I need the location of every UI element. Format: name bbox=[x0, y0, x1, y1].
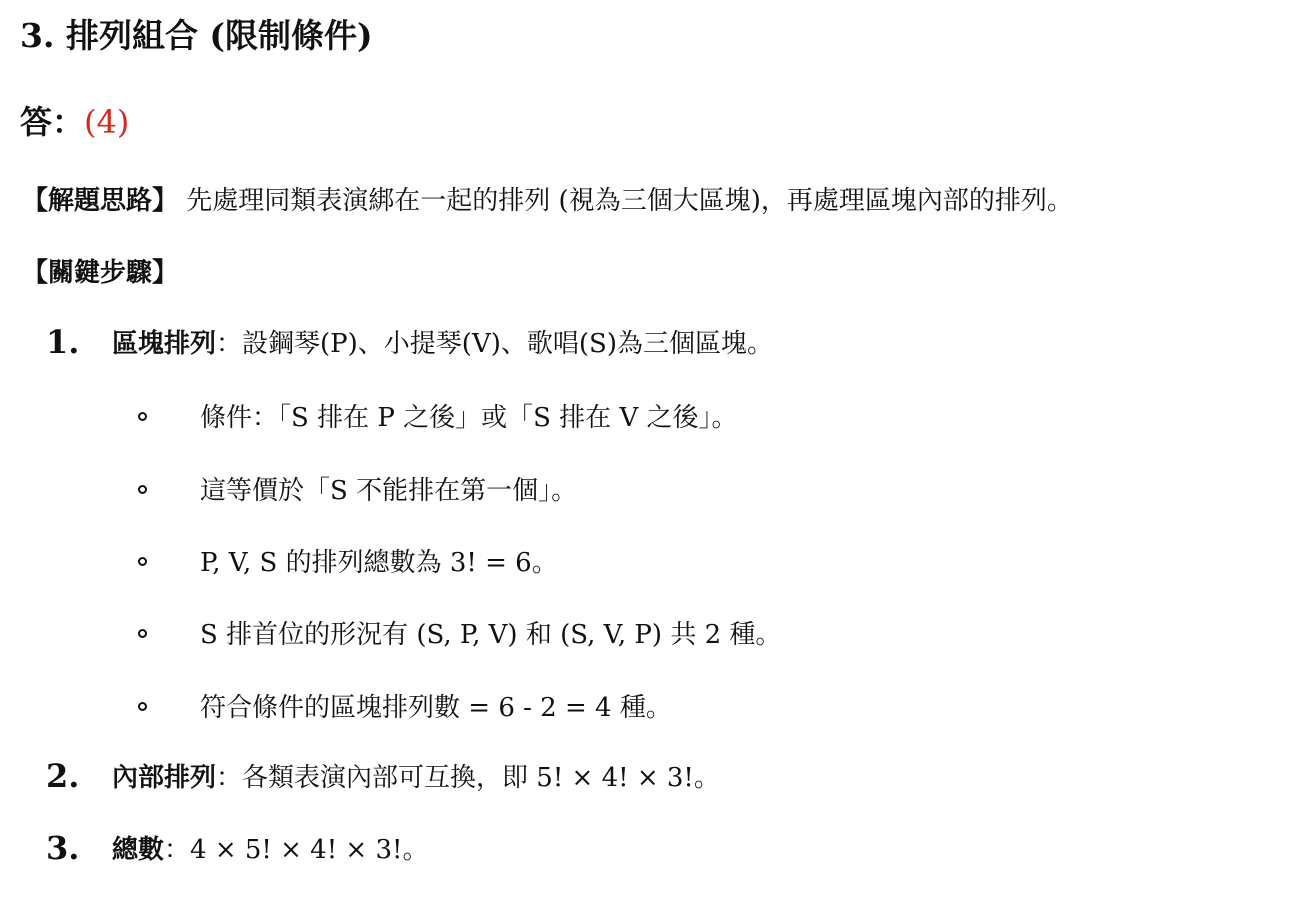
step-body: ：設鋼琴(P)、小提琴(V)、歌唱(S)為三個區塊。 bbox=[216, 329, 773, 359]
step-number: 3. bbox=[46, 829, 80, 867]
step-text bbox=[112, 326, 773, 362]
sub-list-item bbox=[0, 400, 1292, 436]
answer-label: 答： bbox=[20, 103, 85, 141]
solution-approach bbox=[22, 183, 1073, 219]
key-steps-heading: 【關鍵步驟】 bbox=[22, 258, 179, 288]
answer-value: (4) bbox=[84, 103, 130, 141]
step-body: ：4 × 5! × 4! × 3!。 bbox=[164, 835, 429, 865]
approach-text: 先處理同類表演綁在一起的排列 (視為三個大區塊)，再處理區塊內部的排列。 bbox=[178, 186, 1073, 216]
page-title: 3. 排列組合 (限制條件) bbox=[20, 16, 373, 55]
step-heading: 內部排列 bbox=[112, 763, 217, 793]
step-item bbox=[0, 322, 1292, 362]
hollow-bullet-icon bbox=[138, 412, 147, 421]
step-number: 1. bbox=[46, 323, 80, 361]
hollow-bullet-icon bbox=[138, 629, 147, 638]
sub-list-item bbox=[0, 473, 1292, 509]
sub-item-text: 符合條件的區塊排列數 = 6 - 2 = 4 種。 bbox=[200, 693, 672, 723]
sub-item-text: 條件：「S 排在 P 之後」或「S 排在 V 之後」。 bbox=[200, 403, 738, 433]
step-heading: 區塊排列 bbox=[112, 329, 217, 359]
hollow-bullet-icon bbox=[138, 485, 147, 494]
sub-list-item bbox=[0, 545, 1292, 581]
step-text bbox=[112, 760, 720, 796]
step-body: ：各類表演內部可互換，即 5! × 4! × 3!。 bbox=[216, 763, 720, 793]
step-text bbox=[112, 832, 428, 868]
sub-list-item bbox=[0, 690, 1292, 726]
answer-line bbox=[20, 100, 129, 144]
step-heading: 總數 bbox=[112, 835, 165, 865]
step-number: 2. bbox=[46, 757, 80, 795]
hollow-bullet-icon bbox=[138, 702, 147, 711]
sub-item-text: P, V, S 的排列總數為 3! = 6。 bbox=[200, 548, 558, 578]
step-item bbox=[0, 828, 1292, 868]
approach-label: 【解題思路】 bbox=[22, 186, 179, 216]
sub-list-item bbox=[0, 617, 1292, 653]
sub-item-text: 這等價於「S 不能排在第一個」。 bbox=[200, 476, 578, 506]
sub-item-text: S 排首位的形況有 (S, P, V) 和 (S, V, P) 共 2 種。 bbox=[200, 620, 782, 650]
hollow-bullet-icon bbox=[138, 557, 147, 566]
step-item bbox=[0, 756, 1292, 796]
